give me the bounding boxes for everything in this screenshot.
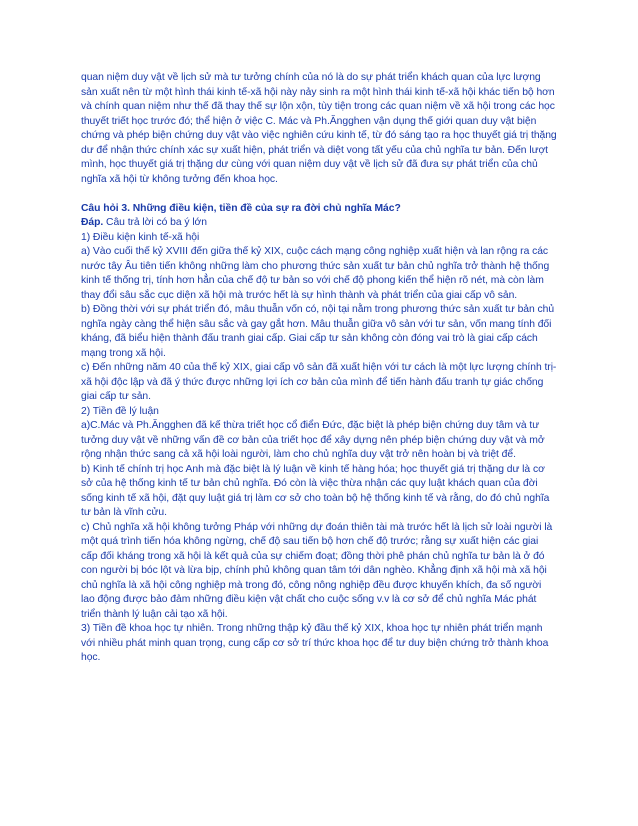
intro-paragraph: quan niệm duy vật về lịch sử mà tư tưởng chính của nó là do sự phát triển khách quan của lực lượng sản xuất nên từ một hình thái kinh tế-xã hội này nảy sinh ra một hình thái kinh tế-xã hội khác tiến bộ hơn và chính quan niệm như thế đã thay thế sự lộn xộn, tùy tiện trong các quan niệm về xã hội trong các học thuyết triết học trước đó; thể hiện ở việc C. Mác và Ph.Ăngghen vận dụng thế giới quan duy vật biện chứng và phép biện chứng duy vật vào việc nghiên cứu kinh tế, từ đó sáng tạo ra học thuyết giá trị thặng dư để nhận thức chính xác sự xuất hiện, phát triển và diệt vong tất yếu của chủ nghĩa tư bản. Đến lượt mình, học thuyết giá trị thặng dư cùng với quan niệm duy vật về lịch sử đã đưa sự phát triển của chủ nghĩa xã hội từ không tưởng đến khoa học. bbox=[81, 72, 557, 185]
paragraph-theory-b: b) Kinh tế chính trị học Anh mà đặc biệt là lý luận về kinh tế hàng hóa; học thuyết giá trị thặng dư là cơ sở của hệ thống kinh tế tư bản chủ nghĩa. Đó còn là việc thừa nhận các quy luật khách quan của đời sống kinh tế xã hội, đặt quy luật giá trị làm cơ sở cho toàn bộ hệ thống kinh tế và rằng, do đó chủ nghĩa tư bản là vĩnh cửu. bbox=[81, 463, 550, 518]
answer-intro-text: Câu trả lời có ba ý lớn bbox=[103, 217, 207, 228]
section-heading-economic: 1) Điều kiện kinh tế-xã hội bbox=[81, 231, 200, 243]
paragraph-natural-science: 3) Tiền đề khoa học tự nhiên. Trong những thập kỷ đầu thế kỷ XIX, khoa học tự nhiên phát triển mạnh với nhiều phát minh quan trọng, cung cấp cơ sở trí thức khoa học để tư duy biện chứng trở thành khoa học. bbox=[81, 623, 549, 663]
question-heading: Câu hỏi 3. Những điều kiện, tiền đề của sự ra đời chủ nghĩa Mác? bbox=[81, 202, 401, 214]
section-heading-theory: 2) Tiền đề lý luận bbox=[81, 405, 159, 417]
paragraph-economic-a: a) Vào cuối thế kỷ XVIII đến giữa thế kỷ XIX, cuộc cách mạng công nghiệp xuất hiện và lan rộng ra các nước tây Âu tiên tiến không những làm cho phương thức sản xuất tư bản chủ nghĩa trở thành hệ thống kinh tế thống trị, tính hơn hẳn của chế độ tư bản so với chế độ phong kiến thể hiện rõ nét, mà còn làm thay đổi sâu sắc cục diện xã hội mà trước hết là sự hình thành và phát triển của giai cấp vô sản. bbox=[81, 246, 550, 301]
document-body bbox=[81, 71, 557, 666]
paragraph-economic-b: b) Đồng thời với sự phát triển đó, mâu thuẫn vốn có, nội tại nằm trong phương thức sản xuất tư bản chủ nghĩa ngày càng thể hiện sâu sắc và gay gắt hơn. Mâu thuẫn giữa vô sản với tư sản, vốn mang tính đối kháng, đã biểu hiện thành đấu tranh giai cấp. Giai cấp tư sản không còn đóng vai trò là giai cấp cách mạng trong xã hội. bbox=[81, 304, 555, 359]
paragraph-theory-c: c) Chủ nghĩa xã hội không tưởng Pháp với những dự đoán thiên tài mà trước hết là lịch sử loài người là một quá trình tiến hóa không ngừng, chế độ sau tiến bộ hơn chế độ trước; rằng sự xuất hiện các giai cấp đối kháng trong xã hội là kết quả của sự chiếm đoạt; đồng thời phê phán chủ nghĩa tư bản là ở đó con người bị bóc lột và lừa bịp, chính phủ không quan tâm tới dân nghèo. Khẳng định xã hội mà xã hội chủ nghĩa là xã hội công nghiệp mà trong đó, công nông nghiệp đều được khuyến khích, đa số người lao động được bảo đảm những điều kiện vật chất cho cuộc sống v.v là cơ sở để chủ nghĩa Mác phát triển thành lý luận cải tạo xã hội. bbox=[81, 521, 553, 620]
answer-label: Đáp. bbox=[81, 217, 104, 228]
answer-intro bbox=[81, 216, 557, 231]
paragraph-economic-c: c) Đến những năm 40 của thế kỷ XIX, giai cấp vô sản đã xuất hiện với tư cách là một lực lượng chính trị-xã hội độc lập và đã ý thức được những lợi ích cơ bản của mình để tiến hành đấu tranh tự giác chống giai cấp tư sản. bbox=[81, 362, 557, 402]
paragraph-theory-a: a)C.Mác và Ph.Ăngghen đã kế thừa triết học cổ điển Đức, đặc biệt là phép biện chứng duy tâm và tư tưởng duy vật về những vấn đề cơ bản của triết học để xây dựng nên phép biện chứng duy vật và mở rộng nhận thức sang cả xã hội loài người, làm cho chủ nghĩa duy vật trở nên hoàn bị và triệt để. bbox=[81, 420, 545, 460]
